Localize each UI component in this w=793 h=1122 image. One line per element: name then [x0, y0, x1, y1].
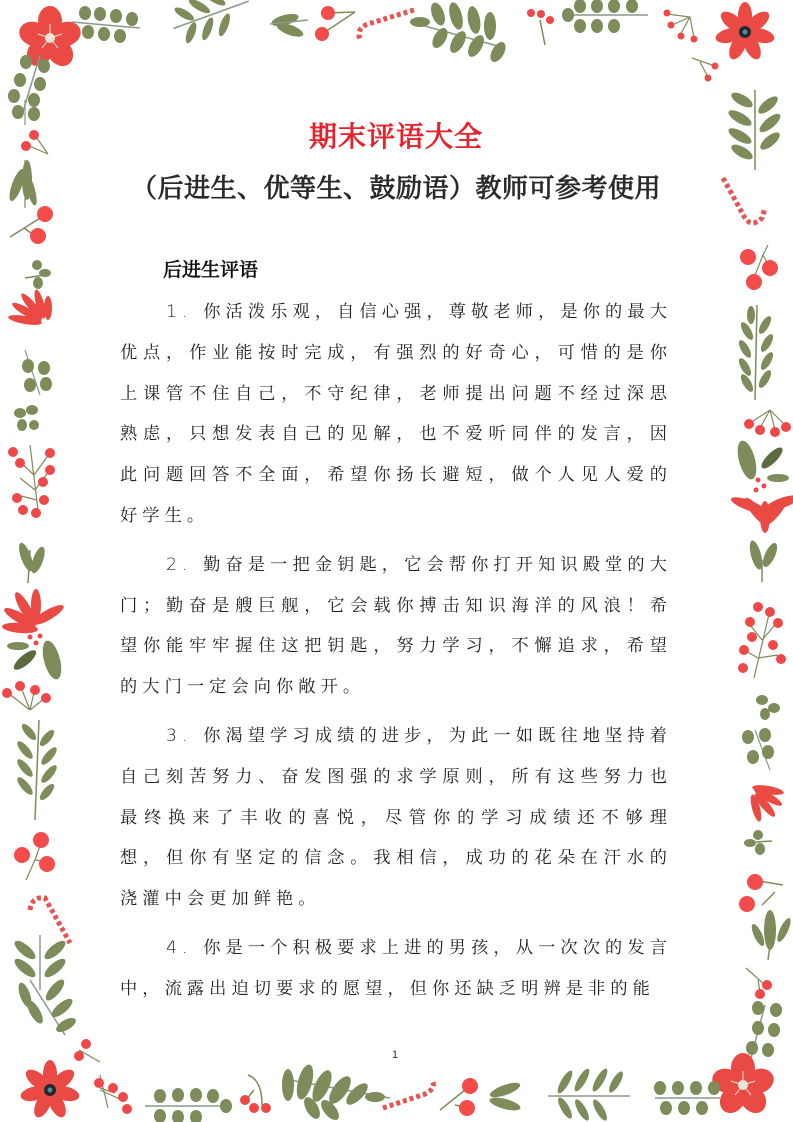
- leaf-branch-icon: [16, 977, 78, 1035]
- candy-cane-icon: [30, 898, 70, 943]
- leaf-branch-icon: [562, 0, 648, 33]
- comment-paragraph-4: 4. 你是一个积极要求上进的男孩，从一次次的发言中，流露出迫切要求的愿望，但你还缺乏明辨是非的能: [120, 937, 672, 999]
- berry-icon: [2, 681, 51, 710]
- flower-icon: [709, 1053, 777, 1118]
- leaf-branch-icon: [548, 1067, 630, 1122]
- berry-icon: [21, 130, 48, 154]
- leaf-branch-icon: [16, 541, 47, 583]
- leaf-branch-icon: [6, 160, 39, 208]
- leaf-branch-icon: [282, 1063, 390, 1122]
- comment-paragraph-2: 2. 勤奋是一把金钥匙，它会帮你打开知识殿堂的大门；勤奋是艘巨舰，它会载你搏击知识海洋的风浪！希望你能牢牢握住这把钥匙，努力学习，不懈追求，希望的大门一定会向你敞开。: [120, 554, 672, 698]
- flower-icon: [19, 1060, 81, 1120]
- leaf-branch-icon: [749, 910, 793, 960]
- leaf-branch-icon: [747, 539, 780, 582]
- leaf-branch-icon: [22, 350, 52, 395]
- fan-petal-icon: [749, 783, 785, 822]
- leaf-branch-icon: [737, 305, 776, 400]
- berry-icon: [315, 6, 355, 41]
- berry-icon: [746, 968, 772, 999]
- leaf-branch-icon: [8, 55, 50, 115]
- leaf-branch-icon: [15, 720, 59, 820]
- leaf-branch-icon: [742, 728, 774, 770]
- flower-icon: [16, 6, 84, 71]
- leaf-branch-icon: [145, 1088, 232, 1122]
- leaf-branch-icon: [410, 1, 509, 65]
- berry-icon: [744, 410, 791, 437]
- berry-icon: [739, 874, 783, 912]
- berry-icon: [740, 245, 778, 290]
- berry-icon: [14, 832, 55, 880]
- clover-icon: [756, 695, 780, 720]
- leaf-branch-icon: [654, 1081, 720, 1115]
- berry-icon: [8, 445, 55, 518]
- comment-paragraph-3: 3. 你渴望学习成绩的进步，为此一如既往地坚持着自己刻苦努力、奋发图强的求学原则，所有这些努力也最终换来了丰收的喜悦，尽管你的学习成绩还不够理想，但你有坚定的信念。我相信，成功的花朵在汗水的浇灌中会更加鲜艳。: [120, 725, 672, 910]
- candy-cane-icon: [383, 1080, 433, 1108]
- document-subtitle: （后进生、优等生、鼓励语）教师可参考使用: [130, 173, 661, 204]
- leaf-branch-icon: [12, 935, 68, 990]
- leaf-branch-icon: [12, 100, 40, 125]
- document-title: 期末评语大全: [308, 119, 483, 153]
- leaf-branch-icon: [488, 1080, 521, 1113]
- leaf-branch-icon: [165, 0, 258, 53]
- berry-icon: [527, 9, 554, 45]
- clover-icon: [25, 260, 51, 289]
- clover-icon: [744, 830, 772, 855]
- candy-cane-icon: [723, 178, 765, 223]
- fan-petal-icon: [8, 288, 52, 326]
- comment-list: [120, 292, 672, 1018]
- berry-icon: [738, 602, 786, 678]
- leaf-branch-icon: [726, 90, 783, 170]
- berry-icon: [74, 1039, 132, 1114]
- comment-paragraph-1: 1. 你活泼乐观，自信心强，尊敬老师，是你的最大优点，作业能按时完成，有强烈的好奇心，可惜的是你上课管不住自己，不守纪律，老师提出问题不经过深思熟虑，只想发表自己的见解，也不爱听同伴的发言，因此问题回答不全面，希望你扬长避短，做个人见人爱的好学生。: [120, 302, 672, 526]
- page-number: 1: [392, 1049, 399, 1061]
- fan-petal-icon: [2, 589, 66, 681]
- candy-cane-icon: [359, 10, 414, 40]
- flower-icon: [714, 2, 776, 62]
- section-heading: 后进生评语: [163, 259, 259, 281]
- berry-icon: [10, 206, 53, 244]
- leaf-branch-icon: [72, 6, 140, 43]
- berry-icon: [440, 1078, 478, 1116]
- leaf-branch-icon: [270, 12, 308, 40]
- berry-icon: [664, 10, 719, 82]
- leaf-branch-icon: [745, 1001, 782, 1080]
- fan-petal-icon: [729, 439, 793, 533]
- berry-icon: [240, 1075, 271, 1113]
- clover-icon: [14, 405, 39, 431]
